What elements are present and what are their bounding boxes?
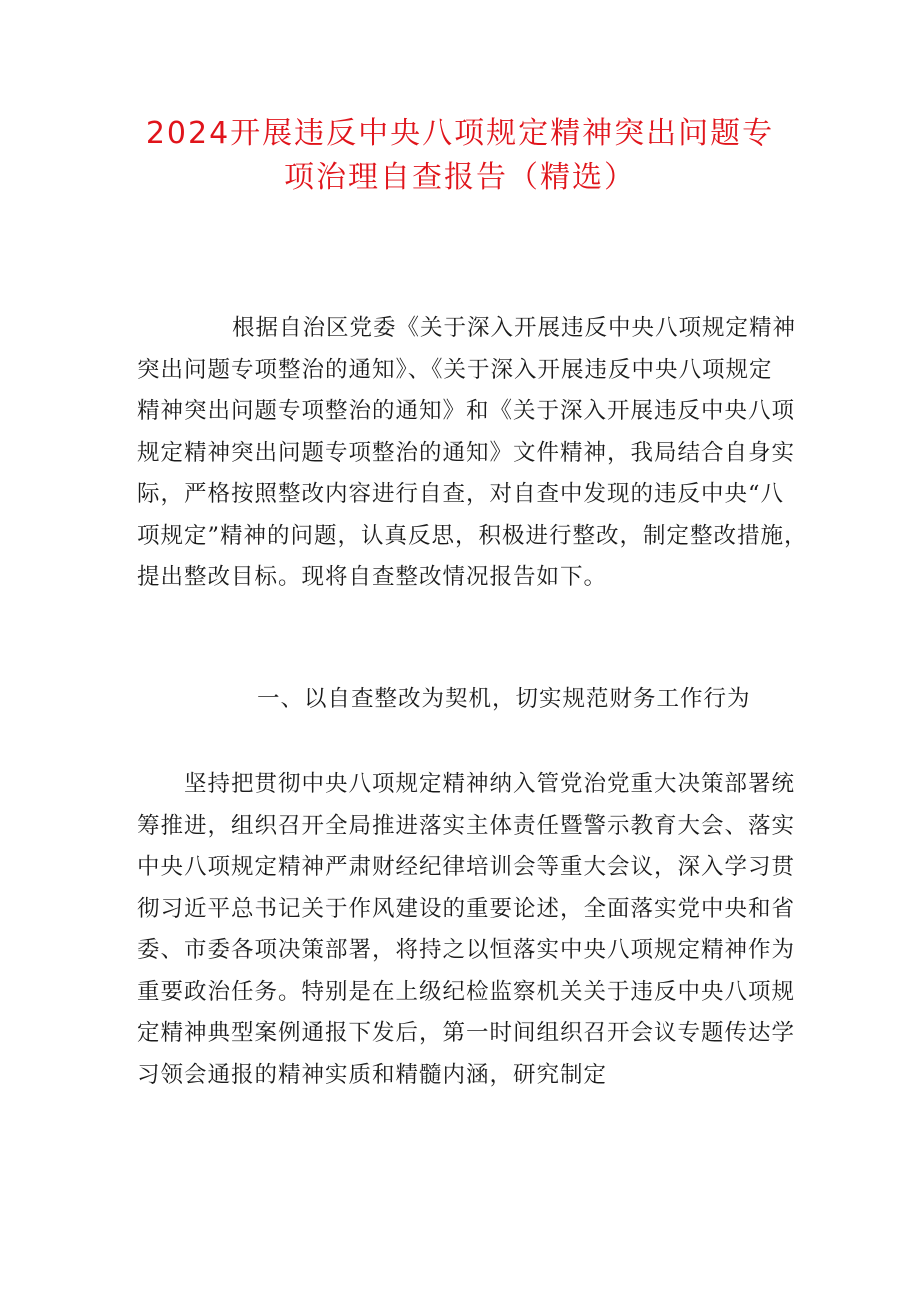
section-1-paragraph — [137, 764, 800, 1096]
text-line: 精神突出问题专项整治的通知》和《关于深入开展违反中央八项 — [137, 398, 796, 424]
text-line: 习领会通报的精神实质和精髓内涵，研究制定 — [137, 1061, 608, 1088]
intro-paragraph — [137, 308, 808, 599]
text-line: 提出整改目标。现将自查整改情况报告如下。 — [137, 564, 608, 590]
text-line: 坚持把贯彻中央八项规定精神纳入管党治党重大决策部署统 — [184, 771, 796, 797]
text-line: 彻习近平总书记关于作风建设的重要论述，全面落实党中央和省 — [137, 895, 796, 922]
title-line-1: 2024开展违反中央八项规定精神突出问题专 — [145, 116, 775, 151]
title-line-2: 项治理自查报告（精选） — [284, 160, 636, 195]
text-line: 委、市委各项决策部署，将持之以恒落实中央八项规定精神作为 — [137, 937, 796, 963]
text-line: 筹推进，组织召开全局推进落实主体责任暨警示教育大会、落实 — [137, 812, 796, 839]
text-line: 规定精神突出问题专项整治的通知》文件精神，我局结合自身实 — [137, 439, 796, 466]
text-line: 项规定”精神的问题，认真反思，积极进行整改，制定整改措施， — [137, 522, 808, 549]
text-line: 中央八项规定精神严肃财经纪律培训会等重大会议，深入学习贯 — [137, 854, 796, 880]
section-1-heading: 一、以自查整改为契机，切实规范财务工作行为 — [257, 686, 751, 712]
section-heading — [137, 679, 800, 721]
text-line: 定精神典型案例通报下发后，第一时间组织召开会议专题传达学 — [137, 1020, 796, 1046]
text-line: 突出问题专项整治的通知》、《关于深入开展违反中央八项规定 — [137, 356, 773, 383]
document-title — [130, 112, 790, 200]
text-line: 重要政治任务。特别是在上级纪检监察机关关于违反中央八项规 — [137, 978, 796, 1005]
text-line: 际，严格按照整改内容进行自查，对自查中发现的违反中央“八 — [137, 481, 785, 507]
text-line: 根据自治区党委《关于深入开展违反中央八项规定精神 — [232, 315, 797, 341]
